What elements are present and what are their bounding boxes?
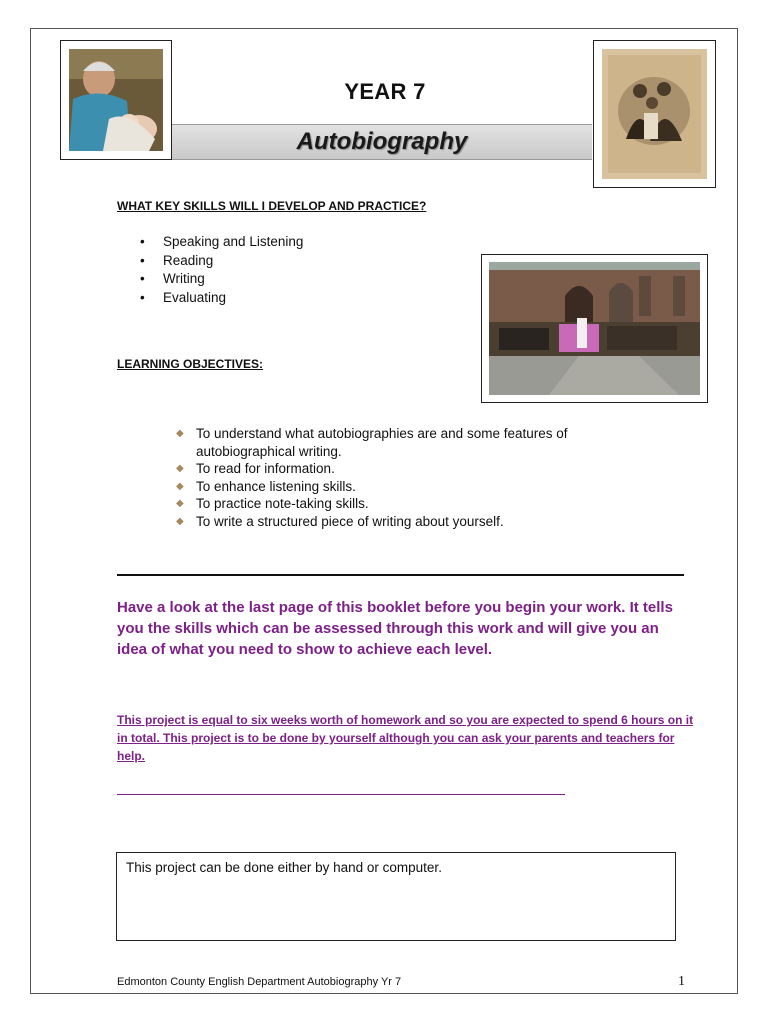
- info-box-text: This project can be done either by hand or computer.: [126, 860, 442, 875]
- title-banner: [172, 124, 592, 160]
- homework-note: This project is equal to six weeks worth of homework and so you are expected to spend 6 hours on it in total. This project is to be done by yourself although you can ask your parents and teachers for help.: [117, 713, 694, 763]
- objective-item: ◆ To write a structured piece of writing about yourself.: [176, 513, 616, 531]
- section-divider: [117, 574, 684, 576]
- purple-rule: [117, 794, 565, 795]
- objectives-heading: LEARNING OBJECTIVES:: [117, 357, 264, 371]
- skill-item: • Writing: [140, 270, 303, 289]
- photo-family-portrait-image: [602, 49, 707, 179]
- objective-item: ◆ To read for information.: [176, 460, 616, 478]
- photo-wedding-church: [481, 254, 708, 403]
- info-box: [116, 852, 676, 941]
- footer-text: Edmonton County English Department Autobiography Yr 7: [117, 976, 402, 988]
- last-page-note: Have a look at the last page of this booklet before you begin your work. It tells you the skills which can be assessed through this work and will give you an idea of what you need to show to achieve each level.: [117, 599, 673, 658]
- page-number: 1: [678, 974, 685, 989]
- page-title: Autobiography: [296, 128, 468, 155]
- objectives-list: [176, 425, 616, 531]
- objective-item: ◆ To understand what autobiographies are and some features of autobiographical writing.: [176, 425, 616, 460]
- skills-list: [140, 233, 303, 307]
- skills-heading: WHAT KEY SKILLS WILL I DEVELOP AND PRACTICE?: [117, 199, 427, 213]
- objective-item: ◆ To enhance listening skills.: [176, 478, 616, 496]
- skill-item: • Reading: [140, 252, 303, 271]
- skill-item: • Evaluating: [140, 289, 303, 308]
- photo-family-portrait: [593, 40, 716, 188]
- photo-wedding-church-image: [489, 262, 700, 395]
- objective-item: ◆ To practice note-taking skills.: [176, 495, 616, 513]
- year-title: YEAR 7: [344, 79, 426, 104]
- skill-item: • Speaking and Listening: [140, 233, 303, 252]
